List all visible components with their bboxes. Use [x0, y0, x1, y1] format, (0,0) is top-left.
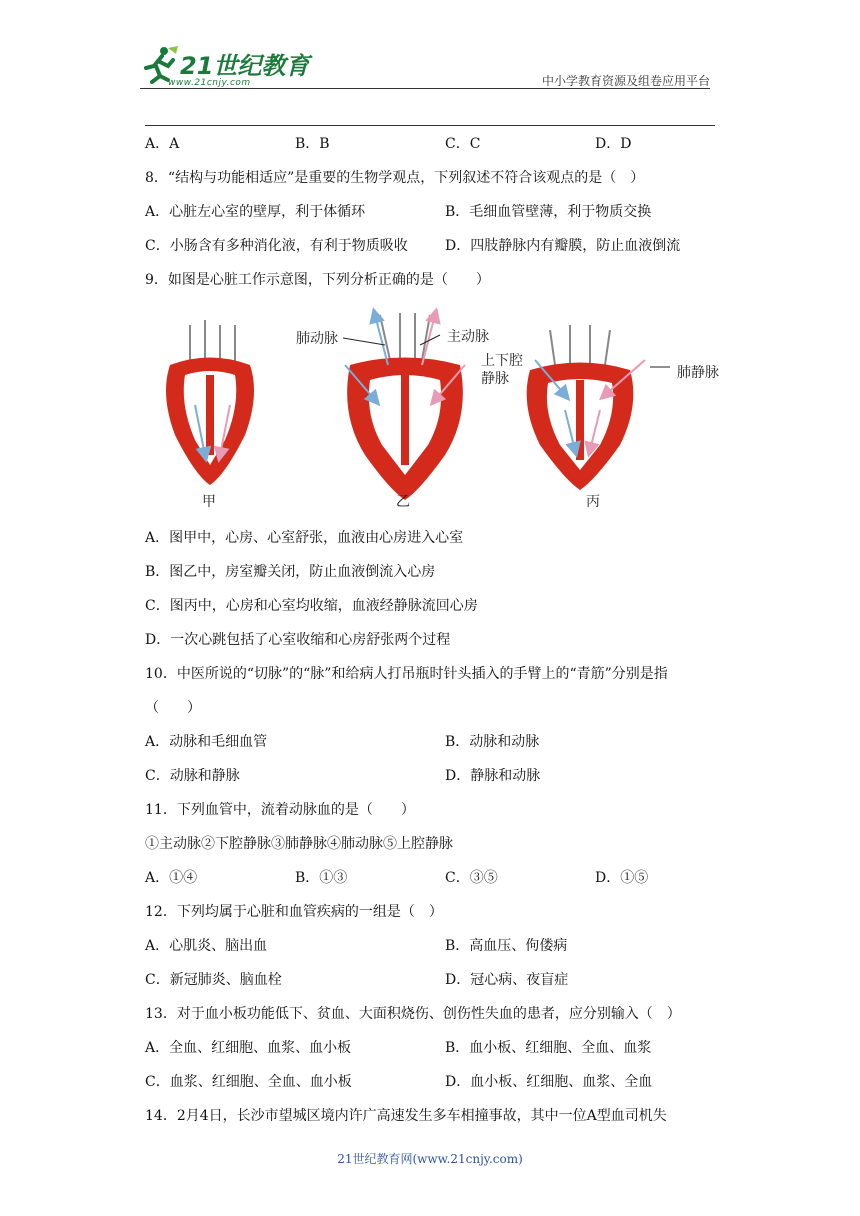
- logo: [140, 40, 315, 92]
- page-footer[interactable]: 21世纪教育网(www.21cnjy.com): [337, 1152, 523, 1166]
- label-aorta: 主动脉: [447, 329, 489, 345]
- q11-option-b[interactable]: B．①③: [295, 870, 348, 886]
- top-divider: [145, 125, 715, 126]
- q10-option-a[interactable]: A．动脉和毛细血管: [145, 734, 268, 750]
- q9-stem: 9．如图是心脏工作示意图，下列分析正确的是（ ）: [145, 272, 490, 288]
- q13-stem: 13．对于血小板功能低下、贫血、大面积烧伤、创伤性失血的患者，应分别输入（ ）: [145, 1006, 681, 1022]
- q7-option-d[interactable]: D．D: [595, 136, 632, 152]
- q8-option-a[interactable]: A．心脏左心室的壁厚，利于体循环: [145, 204, 366, 220]
- q11-option-a[interactable]: A．①④: [145, 870, 198, 886]
- q8-option-d[interactable]: D．四肢静脉内有瓣膜，防止血液倒流: [445, 238, 681, 254]
- logo-url: www.21cnjy.com: [168, 78, 251, 88]
- q13-option-a[interactable]: A．全血、红细胞、血浆、血小板: [145, 1040, 352, 1056]
- q10-option-d[interactable]: D．静脉和动脉: [445, 768, 541, 784]
- q8-option-c[interactable]: C．小肠含有多种消化液，有利于物质吸收: [145, 238, 408, 254]
- heart-bing: [527, 325, 670, 490]
- q9-option-a[interactable]: A．图甲中，心房、心室舒张，血液由心房进入心室: [145, 530, 464, 546]
- q13-option-b[interactable]: B．血小板、红细胞、全血、血浆: [445, 1040, 652, 1056]
- label-jia: 甲: [202, 494, 216, 510]
- q9-option-c[interactable]: C．图丙中，心房和心室均收缩，血液经静脉流回心房: [145, 598, 478, 614]
- q12-option-a[interactable]: A．心肌炎、脑出血: [145, 938, 268, 954]
- q13-option-d[interactable]: D．血小板、红细胞、血浆、全血: [445, 1074, 653, 1090]
- q11-option-c[interactable]: C．③⑤: [445, 870, 498, 886]
- q9-option-b[interactable]: B．图乙中，房室瓣关闭，防止血液倒流入心房: [145, 564, 436, 580]
- q7-option-a[interactable]: A．A: [145, 136, 180, 152]
- q11-option-d[interactable]: D．①⑤: [595, 870, 649, 886]
- q13-option-c[interactable]: C．血浆、红细胞、全血、血小板: [145, 1074, 352, 1090]
- q12-option-b[interactable]: B．高血压、佝偻病: [445, 938, 568, 954]
- label-pulmonary-artery: 肺动脉: [296, 331, 338, 347]
- heart-jia: [166, 320, 254, 485]
- q12-option-d[interactable]: D．冠心病、夜盲症: [445, 972, 569, 988]
- label-bing: 丙: [586, 494, 600, 510]
- q7-option-c[interactable]: C．C: [445, 136, 481, 152]
- q10-stem: 10．中医所说的“切脉”的“脉”和给病人打吊瓶时针头插入的手臂上的“青筋”分别是指: [145, 666, 668, 682]
- q11-items: ①主动脉②下腔静脉③肺静脉④肺动脉⑤上腔静脉: [145, 836, 453, 852]
- label-yi: 乙: [396, 494, 410, 510]
- q8-stem: 8．“结构与功能相适应”是重要的生物学观点，下列叙述不符合该观点的是（ ）: [145, 170, 645, 186]
- q10-option-c[interactable]: C．动脉和静脉: [145, 768, 240, 784]
- q14-stem: 14．2月4日，长沙市望城区境内许广高速发生多车相撞事故，其中一位A型血司机失: [145, 1108, 667, 1124]
- q9-option-d[interactable]: D．一次心跳包括了心室收缩和心房舒张两个过程: [145, 632, 451, 648]
- q7-option-b[interactable]: B．B: [295, 136, 330, 152]
- logo-text: 21世纪教育: [180, 52, 310, 80]
- q10-stem-blank: （ ）: [145, 700, 201, 716]
- label-vena-cava: 上下腔 静脉: [481, 353, 523, 387]
- header-platform-text: 中小学教育资源及组卷应用平台: [541, 74, 710, 88]
- q8-option-b[interactable]: B．毛细血管壁薄，利于物质交换: [445, 204, 652, 220]
- q12-stem: 12．下列均属于心脏和血管疾病的一组是（ ）: [145, 904, 443, 920]
- q12-option-c[interactable]: C．新冠肺炎、脑血栓: [145, 972, 282, 988]
- header-divider: [140, 88, 710, 89]
- label-pulmonary-vein: 肺静脉: [677, 365, 719, 381]
- q10-option-b[interactable]: B．动脉和动脉: [445, 734, 540, 750]
- q11-stem: 11．下列血管中，流着动脉血的是（ ）: [145, 802, 415, 818]
